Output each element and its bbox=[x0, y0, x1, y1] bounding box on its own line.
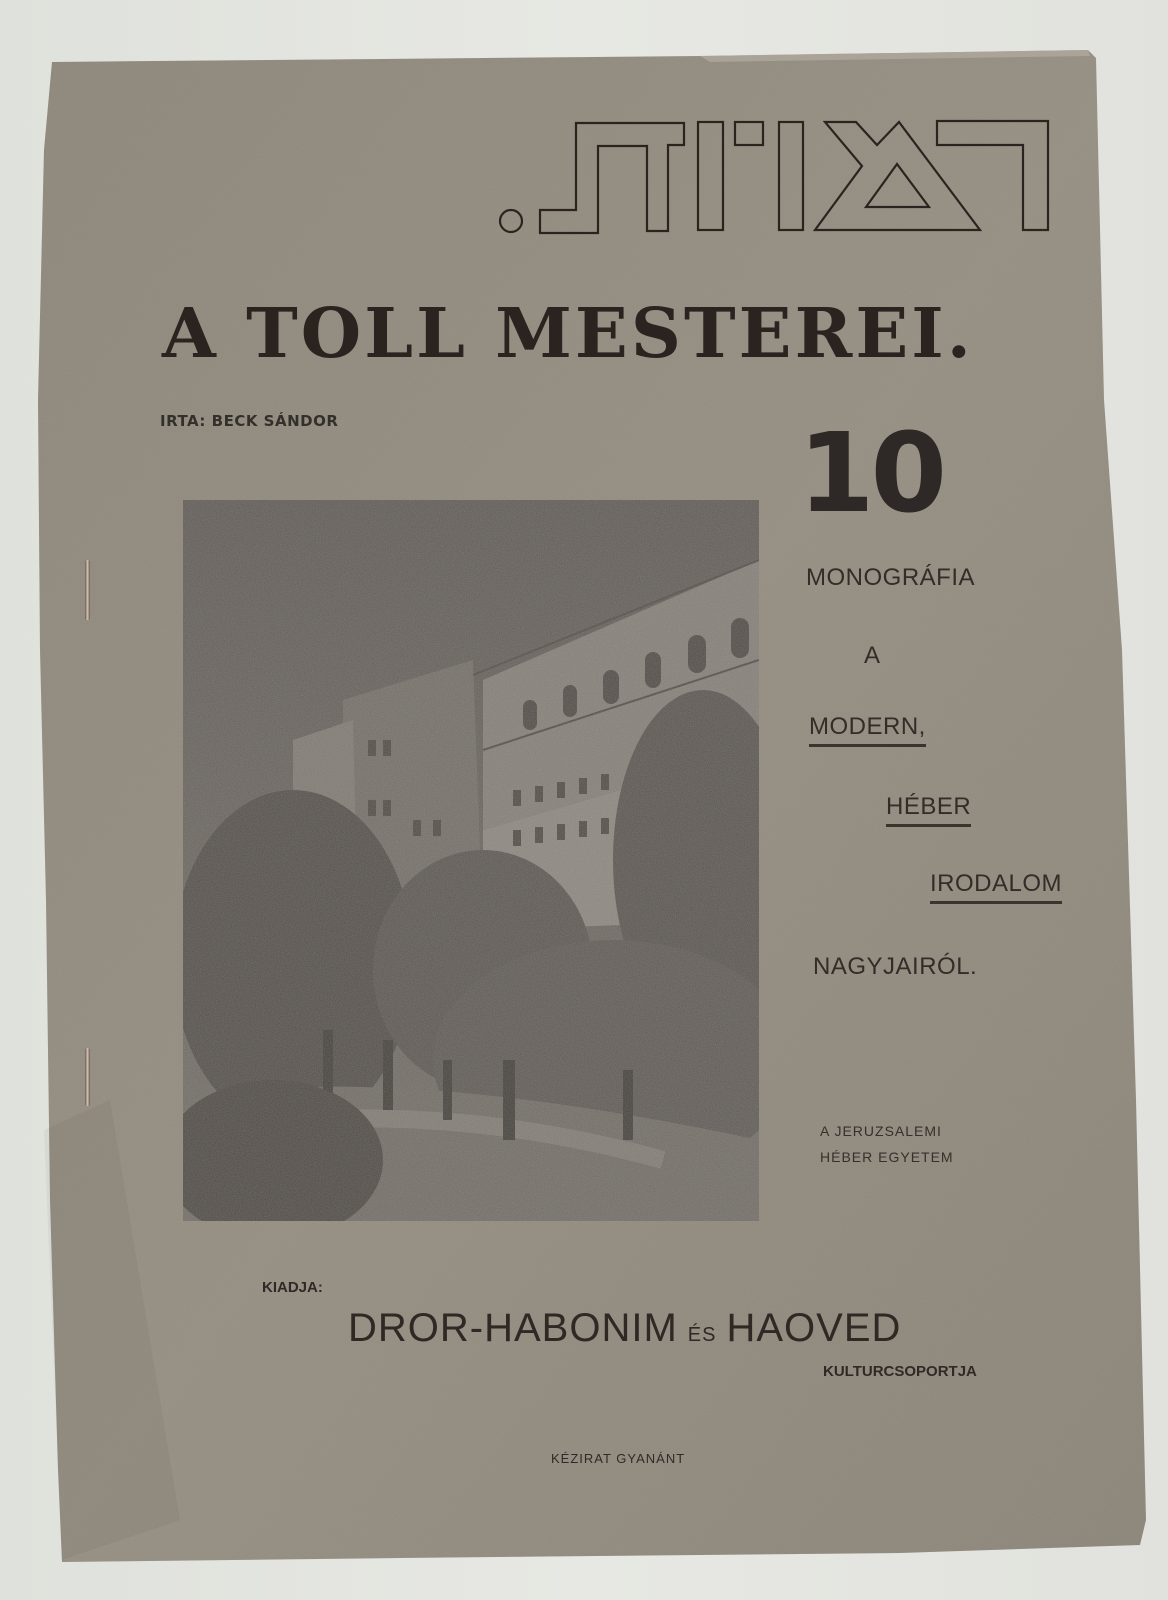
photo-caption-line-1: A JERUZSALEMI bbox=[820, 1123, 942, 1139]
publisher-conjunction: ÉS bbox=[687, 1324, 717, 1346]
publisher-group: KULTURCSOPORTJA bbox=[823, 1363, 977, 1380]
tagline-word-irodalom: IRODALOM bbox=[930, 872, 1062, 904]
hebrew-letter-vav-2 bbox=[779, 122, 803, 230]
hebrew-title-outline bbox=[0, 0, 1168, 260]
publisher-dror-habonim: DROR-HABONIM bbox=[348, 1306, 678, 1350]
tagline-word-heber: HÉBER bbox=[886, 795, 971, 827]
hebrew-letter-mem-inner bbox=[866, 164, 929, 207]
tagline-word-nagyjairol: NAGYJAIRÓL. bbox=[813, 953, 978, 980]
hebrew-letter-yod bbox=[735, 122, 763, 145]
tagline-word-monografia: MONOGRÁFIA bbox=[806, 564, 976, 591]
staple-icon bbox=[85, 560, 90, 620]
publisher-name bbox=[348, 1308, 901, 1348]
publisher-haoved: HAOVED bbox=[726, 1306, 902, 1350]
hebrew-letter-dalet bbox=[937, 121, 1048, 230]
university-photo bbox=[183, 500, 759, 1221]
photo-caption-line-2: HÉBER EGYETEM bbox=[820, 1149, 954, 1165]
hebrew-letter-vav-1 bbox=[698, 122, 723, 230]
main-title: A TOLL MESTEREI. bbox=[162, 294, 974, 374]
title-period-glyph bbox=[500, 210, 522, 232]
staple-icon bbox=[85, 1048, 90, 1106]
author-line: IRTA: BECK SÁNDOR bbox=[160, 412, 339, 430]
hebrew-letter-tav bbox=[540, 123, 684, 233]
monograph-count: 10 bbox=[798, 409, 944, 537]
tagline-word-a: A bbox=[864, 642, 881, 669]
manuscript-note: KÉZIRAT GYANÁNT bbox=[551, 1451, 686, 1466]
building-illustration bbox=[183, 500, 759, 1221]
tagline-word-modern: MODERN, bbox=[809, 715, 926, 747]
hebrew-letter-mem bbox=[815, 122, 980, 230]
publisher-label: KIADJA: bbox=[262, 1279, 323, 1296]
